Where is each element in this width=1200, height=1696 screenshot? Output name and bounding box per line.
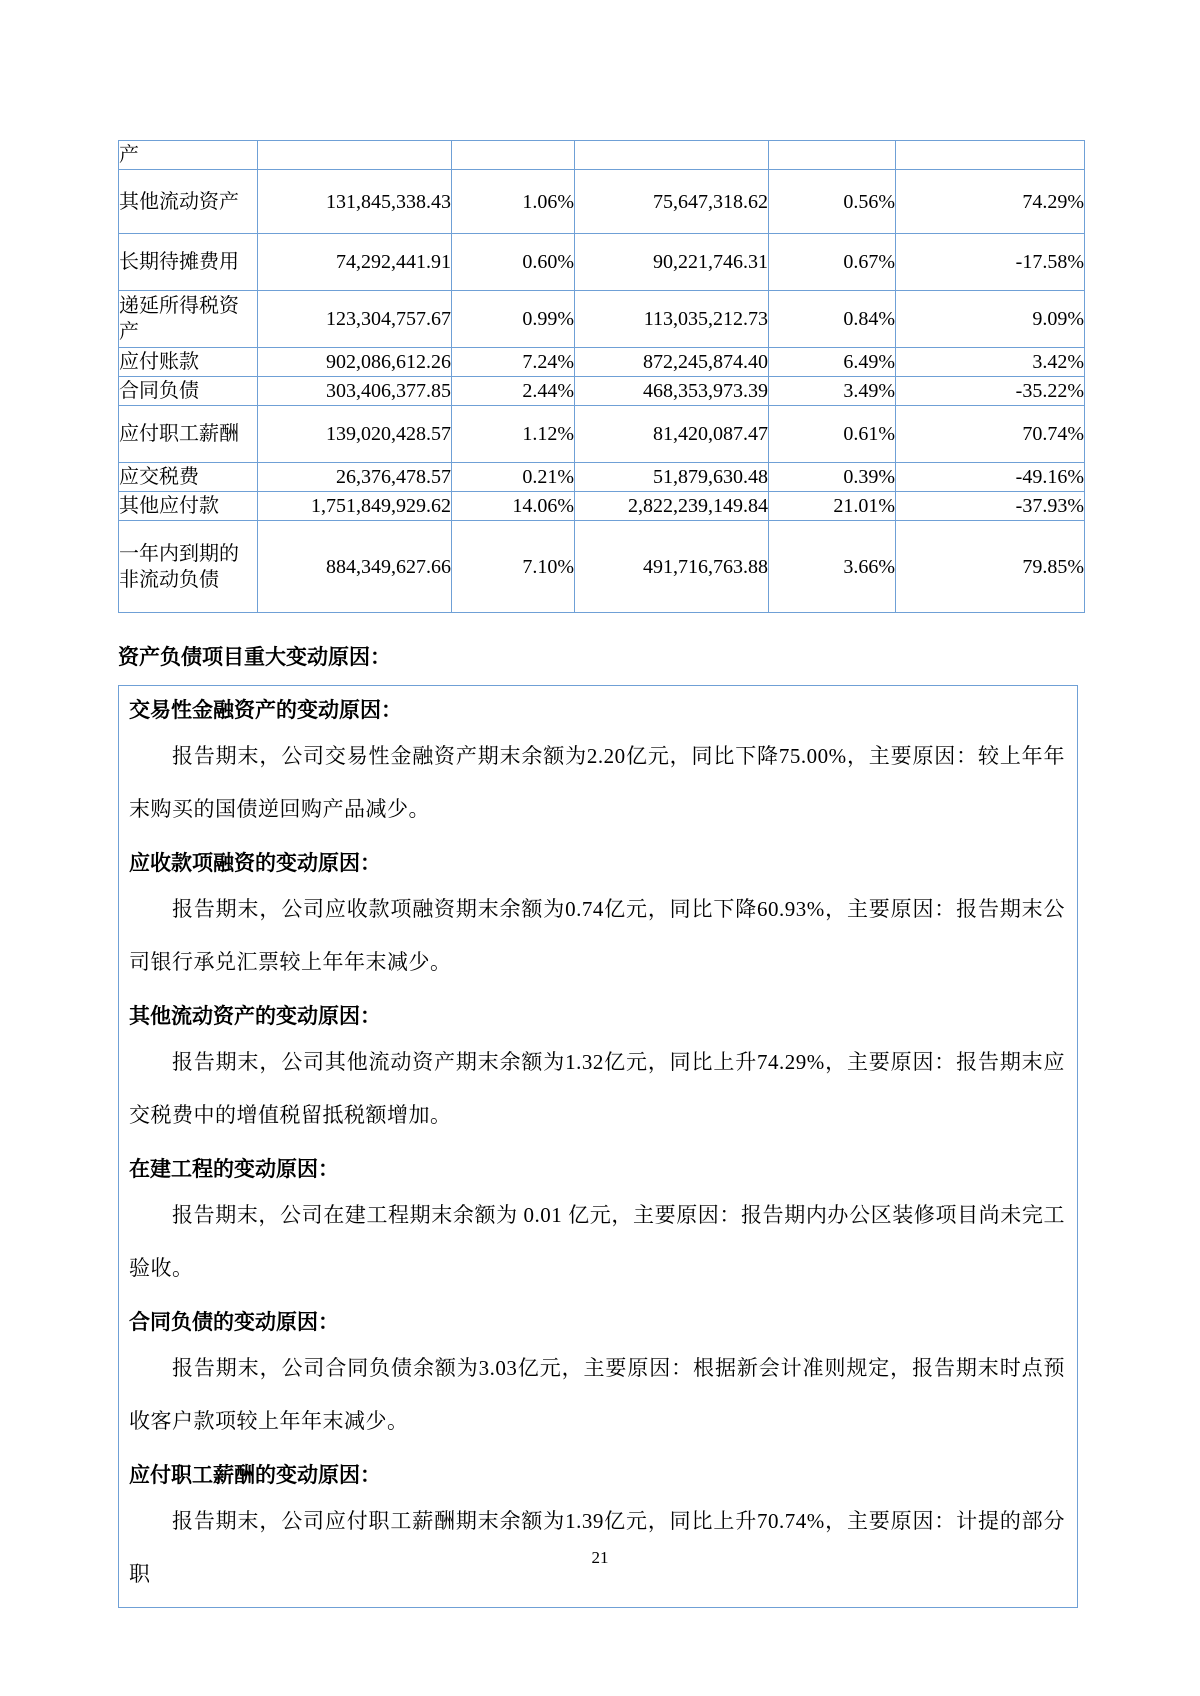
reason-title: 其他流动资产的变动原因： — [129, 1005, 381, 1028]
page-number: 21 — [591, 1548, 609, 1567]
balance-sheet-change-table — [118, 140, 1085, 613]
change-cell: -37.93% — [896, 492, 1085, 521]
row-label: 应付职工薪酬 — [119, 406, 258, 463]
pct-prior-cell: 0.61% — [769, 406, 896, 463]
pct-current-cell: 7.24% — [452, 348, 575, 377]
page-content — [118, 140, 1084, 1608]
pct-prior-cell: 0.39% — [769, 463, 896, 492]
amount-prior-cell: 51,879,630.48 — [575, 463, 769, 492]
row-label: 其他应付款 — [119, 492, 258, 521]
row-label: 应交税费 — [119, 463, 258, 492]
amount-prior-cell: 75,647,318.62 — [575, 170, 769, 234]
pct-current-cell — [452, 141, 575, 170]
amount-current-cell: 139,020,428.57 — [258, 406, 452, 463]
amount-prior-cell: 113,035,212.73 — [575, 291, 769, 348]
pct-current-cell: 0.21% — [452, 463, 575, 492]
change-cell: 70.74% — [896, 406, 1085, 463]
reason-title: 在建工程的变动原因： — [129, 1158, 339, 1181]
pct-prior-cell — [769, 141, 896, 170]
reason-title: 应收款项融资的变动原因： — [129, 852, 381, 875]
reason-body: 报告期末，公司应收款项融资期末余额为0.74亿元，同比下降60.93%，主要原因：报告期末公司银行承兑汇票较上年年末减少。 — [129, 897, 1065, 974]
row-label: 一年内到期的非流动负债 — [119, 521, 258, 613]
table-row — [119, 377, 1085, 406]
amount-current-cell: 303,406,377.85 — [258, 377, 452, 406]
reason-body: 报告期末，公司交易性金融资产期末余额为2.20亿元，同比下降75.00%，主要原因：较上年年末购买的国债逆回购产品减少。 — [129, 744, 1065, 821]
amount-current-cell: 123,304,757.67 — [258, 291, 452, 348]
change-cell: 74.29% — [896, 170, 1085, 234]
row-label: 应付账款 — [119, 348, 258, 377]
row-label: 合同负债 — [119, 377, 258, 406]
change-cell: 3.42% — [896, 348, 1085, 377]
table-row — [119, 463, 1085, 492]
reason-body: 报告期末，公司应付职工薪酬期末余额为1.39亿元，同比上升70.74%，主要原因：计提的部分职 — [129, 1509, 1065, 1586]
row-label: 递延所得税资产 — [119, 291, 258, 348]
pct-prior-cell: 6.49% — [769, 348, 896, 377]
pct-prior-cell: 3.66% — [769, 521, 896, 613]
reason-title: 交易性金融资产的变动原因： — [129, 699, 402, 722]
pct-current-cell: 0.99% — [452, 291, 575, 348]
table-row — [119, 234, 1085, 291]
amount-prior-cell: 491,716,763.88 — [575, 521, 769, 613]
section-heading: 资产负债项目重大变动原因： — [118, 646, 391, 669]
amount-prior-cell: 468,353,973.39 — [575, 377, 769, 406]
amount-current-cell: 1,751,849,929.62 — [258, 492, 452, 521]
reason-title: 应付职工薪酬的变动原因： — [129, 1464, 381, 1487]
table-row — [119, 492, 1085, 521]
table-row — [119, 291, 1085, 348]
pct-current-cell: 7.10% — [452, 521, 575, 613]
pct-current-cell: 14.06% — [452, 492, 575, 521]
pct-current-cell: 2.44% — [452, 377, 575, 406]
amount-prior-cell: 81,420,087.47 — [575, 406, 769, 463]
reason-body: 报告期末，公司在建工程期末余额为 0.01 亿元，主要原因：报告期内办公区装修项目尚未完工验收。 — [129, 1203, 1065, 1280]
pct-current-cell: 1.06% — [452, 170, 575, 234]
pct-prior-cell: 0.84% — [769, 291, 896, 348]
amount-prior-cell: 872,245,874.40 — [575, 348, 769, 377]
reason-title: 合同负债的变动原因： — [129, 1311, 339, 1334]
row-label: 其他流动资产 — [119, 170, 258, 234]
table-row — [119, 521, 1085, 613]
change-cell — [896, 141, 1085, 170]
change-reasons-box — [118, 685, 1078, 1608]
table-row — [119, 170, 1085, 234]
table-row — [119, 141, 1085, 170]
pct-prior-cell: 21.01% — [769, 492, 896, 521]
pct-prior-cell: 0.56% — [769, 170, 896, 234]
change-cell: -49.16% — [896, 463, 1085, 492]
change-cell: 79.85% — [896, 521, 1085, 613]
pct-prior-cell: 3.49% — [769, 377, 896, 406]
reason-body: 报告期末，公司合同负债余额为3.03亿元，主要原因：根据新会计准则规定，报告期末时点预收客户款项较上年年末减少。 — [129, 1356, 1065, 1433]
pct-current-cell: 1.12% — [452, 406, 575, 463]
amount-prior-cell — [575, 141, 769, 170]
amount-current-cell: 26,376,478.57 — [258, 463, 452, 492]
table-row — [119, 406, 1085, 463]
amount-current-cell: 884,349,627.66 — [258, 521, 452, 613]
reason-body: 报告期末，公司其他流动资产期末余额为1.32亿元，同比上升74.29%，主要原因：报告期末应交税费中的增值税留抵税额增加。 — [129, 1050, 1065, 1127]
amount-current-cell: 74,292,441.91 — [258, 234, 452, 291]
pct-prior-cell: 0.67% — [769, 234, 896, 291]
table-row — [119, 348, 1085, 377]
amount-current-cell: 131,845,338.43 — [258, 170, 452, 234]
row-label: 长期待摊费用 — [119, 234, 258, 291]
row-label: 产 — [119, 141, 258, 170]
amount-prior-cell: 2,822,239,149.84 — [575, 492, 769, 521]
amount-current-cell — [258, 141, 452, 170]
amount-current-cell: 902,086,612.26 — [258, 348, 452, 377]
amount-prior-cell: 90,221,746.31 — [575, 234, 769, 291]
change-cell: 9.09% — [896, 291, 1085, 348]
pct-current-cell: 0.60% — [452, 234, 575, 291]
change-cell: -35.22% — [896, 377, 1085, 406]
change-cell: -17.58% — [896, 234, 1085, 291]
